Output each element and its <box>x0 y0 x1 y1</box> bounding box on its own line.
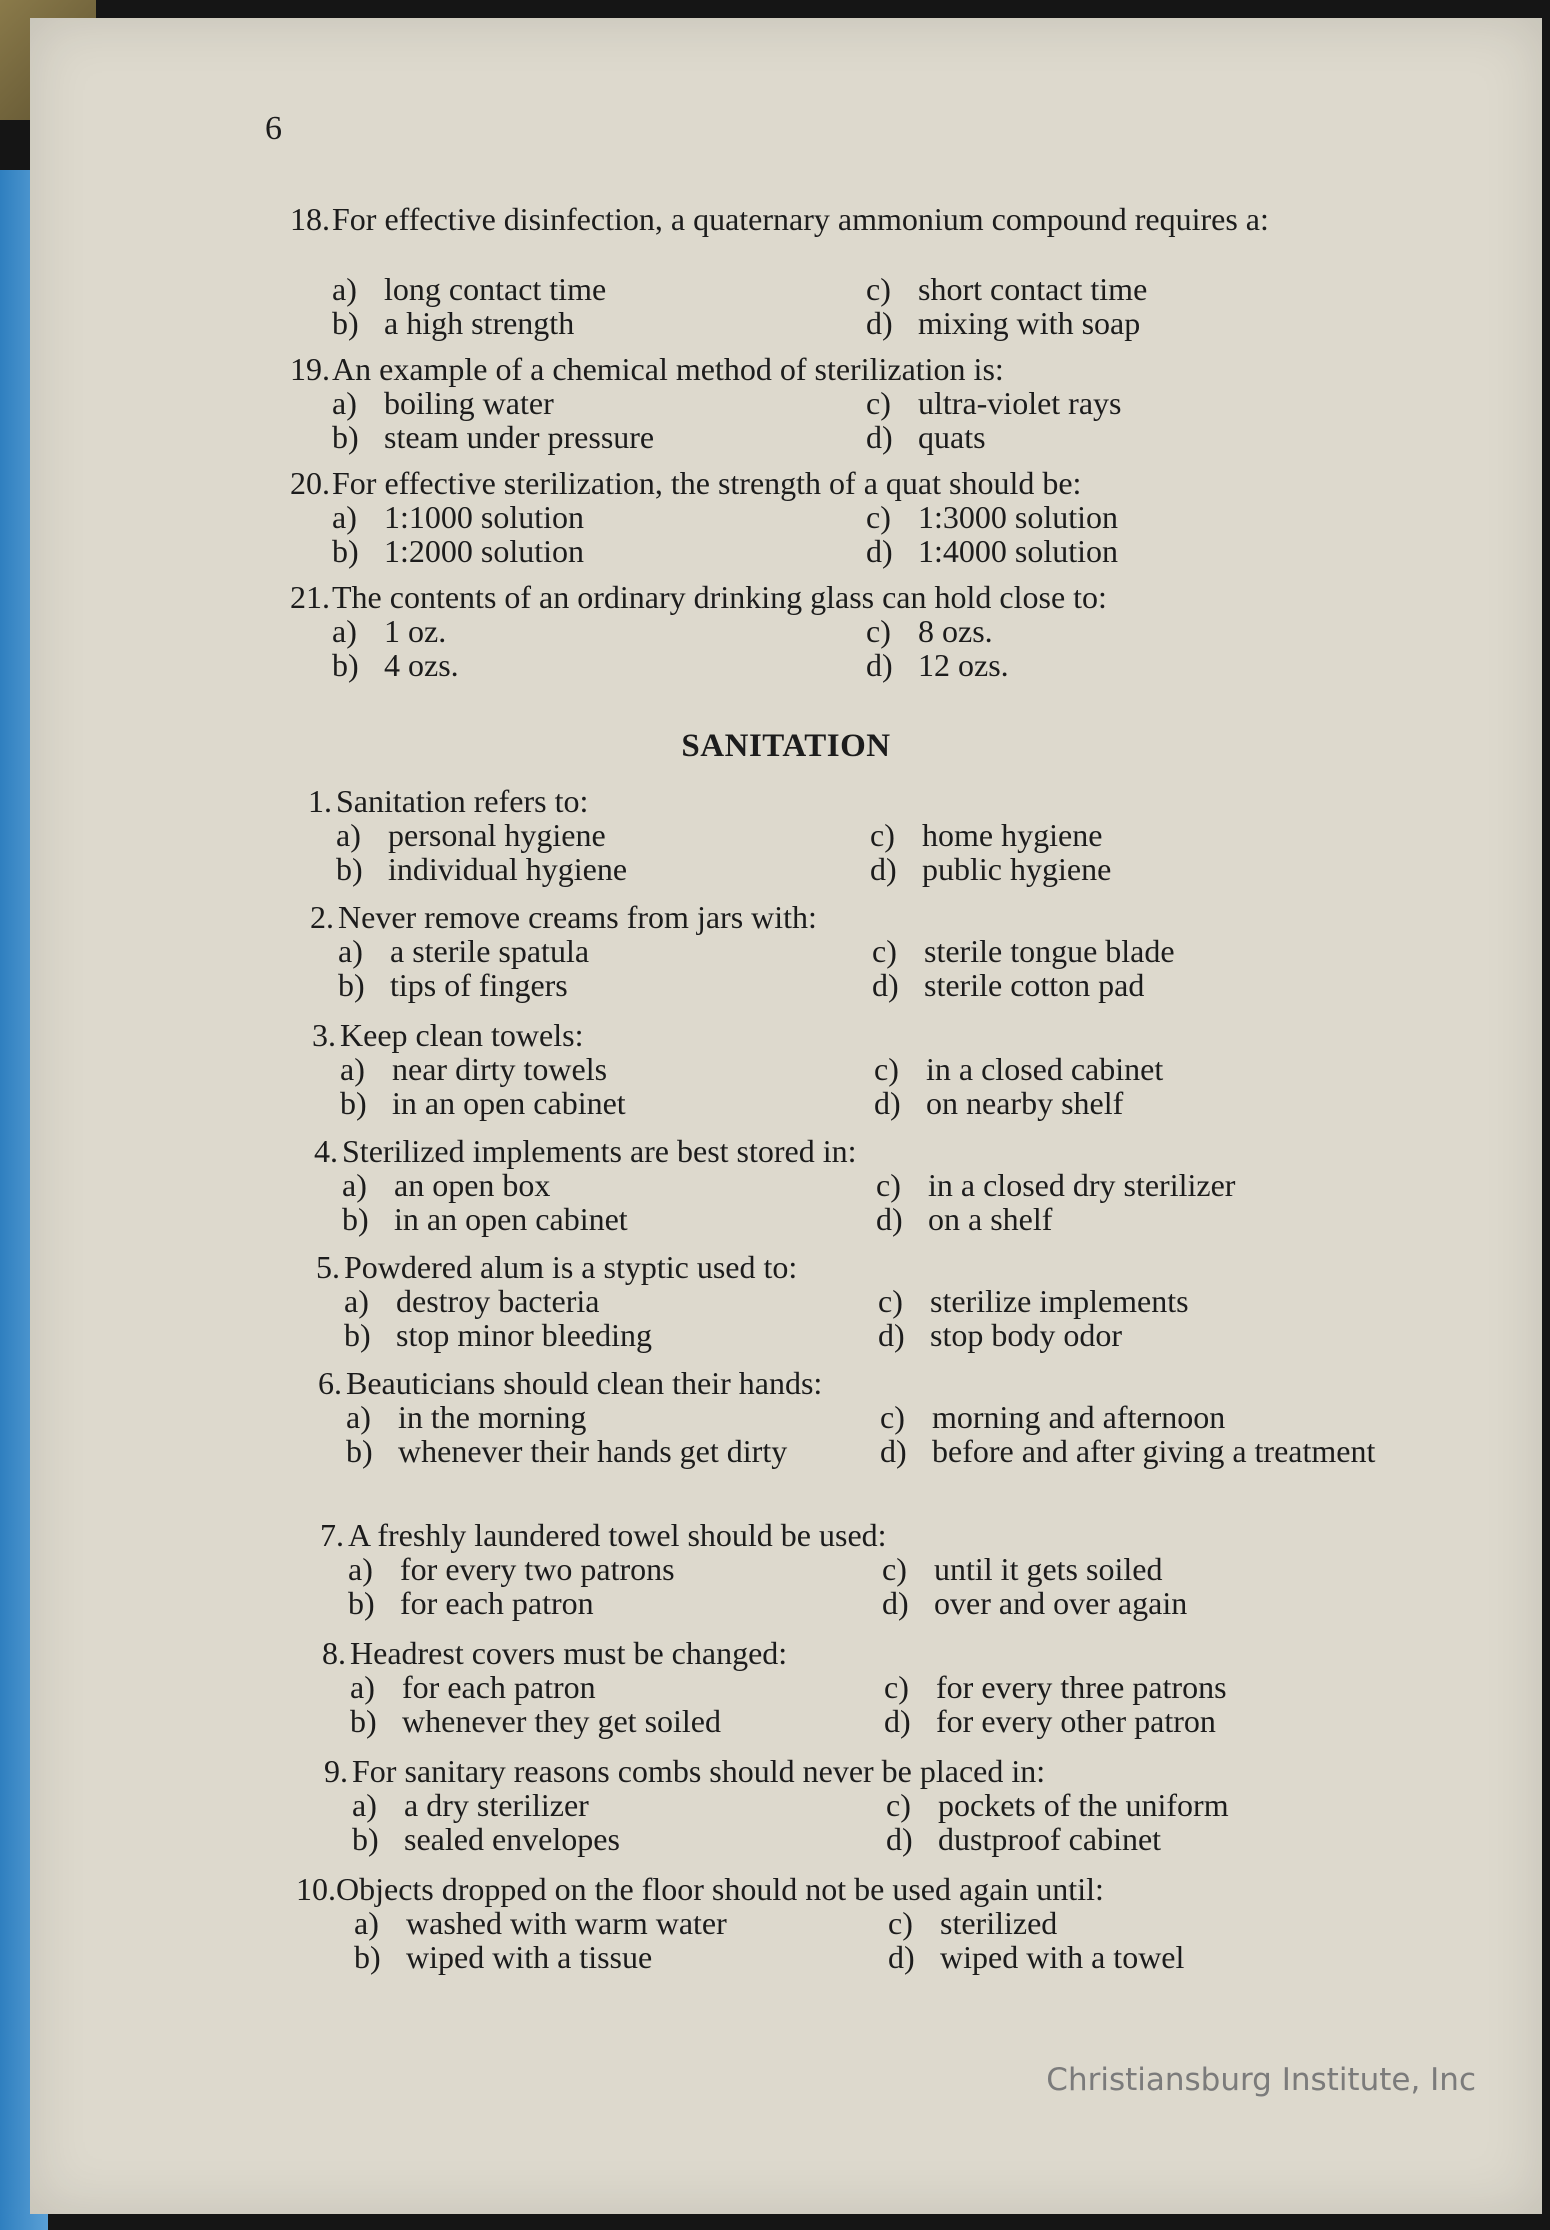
option-d: d) 12 ozs. <box>866 647 1009 683</box>
option-d: d) over and over again <box>882 1585 1188 1621</box>
option-b: b) steam under pressure <box>332 419 655 455</box>
option-a: a) personal hygiene <box>336 817 606 853</box>
question-number: 20. <box>290 465 330 501</box>
question-number: 4. <box>314 1133 338 1169</box>
question-number: 18. <box>290 201 330 237</box>
question-text: For sanitary reasons combs should never be placed in: <box>352 1753 1046 1789</box>
option-c: c) in a closed dry sterilizer <box>876 1167 1236 1203</box>
option-c: c) pockets of the uniform <box>886 1787 1229 1823</box>
option-a: a) 1:1000 solution <box>332 499 585 535</box>
question-text: A freshly laundered towel should be used: <box>348 1517 887 1553</box>
watermark: Christiansburg Institute, Inc <box>1046 2062 1476 2098</box>
option-c: c) in a closed cabinet <box>874 1051 1164 1087</box>
option-d: d) wiped with a towel <box>888 1939 1185 1975</box>
option-a: a) 1 oz. <box>332 613 447 649</box>
page-number: 6 <box>265 110 282 147</box>
question-text: Keep clean towels: <box>340 1017 584 1053</box>
question-number: 19. <box>290 351 330 387</box>
option-b: b) in an open cabinet <box>340 1085 626 1121</box>
option-d: d) before and after giving a treatment <box>880 1433 1376 1469</box>
option-d: d) on nearby shelf <box>874 1085 1124 1121</box>
option-a: a) washed with warm water <box>354 1905 727 1941</box>
option-b: b) individual hygiene <box>336 851 628 887</box>
question-number: 2. <box>310 899 334 935</box>
option-b: b) sealed envelopes <box>352 1821 620 1857</box>
option-a: a) a sterile spatula <box>338 933 590 969</box>
option-c: c) short contact time <box>866 271 1148 307</box>
option-b: b) stop minor bleeding <box>344 1317 652 1353</box>
option-a: a) an open box <box>342 1167 551 1203</box>
option-a: a) a dry sterilizer <box>352 1787 589 1823</box>
option-c: c) for every three patrons <box>884 1669 1227 1705</box>
option-b: b) 4 ozs. <box>332 647 459 683</box>
question-text: Powdered alum is a styptic used to: <box>344 1249 798 1285</box>
option-d: d) stop body odor <box>878 1317 1122 1353</box>
option-c: c) sterile tongue blade <box>872 933 1175 969</box>
option-c: c) 8 ozs. <box>866 613 993 649</box>
option-b: b) tips of fingers <box>338 967 568 1003</box>
option-d: d) quats <box>866 419 986 455</box>
question-number: 6. <box>318 1365 342 1401</box>
option-b: b) whenever their hands get dirty <box>346 1433 788 1469</box>
option-a: a) for each patron <box>350 1669 596 1705</box>
document-page <box>30 18 1542 2214</box>
option-b: b) 1:2000 solution <box>332 533 585 569</box>
question-number: 21. <box>290 579 330 615</box>
option-a: a) long contact time <box>332 271 607 307</box>
question-text: Headrest covers must be changed: <box>350 1635 788 1671</box>
question-text: Never remove creams from jars with: <box>338 899 817 935</box>
option-d: d) for every other patron <box>884 1703 1216 1739</box>
question-number: 5. <box>316 1249 340 1285</box>
option-b: b) for each patron <box>348 1585 594 1621</box>
option-d: d) dustproof cabinet <box>886 1821 1162 1857</box>
option-a: a) for every two patrons <box>348 1551 675 1587</box>
question-number: 8. <box>322 1635 346 1671</box>
option-b: b) in an open cabinet <box>342 1201 628 1237</box>
question-text: Objects dropped on the floor should not be used again until: <box>336 1871 1104 1907</box>
option-c: c) home hygiene <box>870 817 1103 853</box>
option-d: d) sterile cotton pad <box>872 967 1145 1003</box>
question-text: Sterilized implements are best stored in: <box>342 1133 857 1169</box>
option-c: c) morning and afternoon <box>880 1399 1226 1435</box>
question-text: Beauticians should clean their hands: <box>346 1365 823 1401</box>
question-number: 10. <box>296 1871 336 1907</box>
option-a: a) near dirty towels <box>340 1051 608 1087</box>
option-c: c) sterilized <box>888 1905 1058 1941</box>
option-a: a) in the morning <box>346 1399 587 1435</box>
question-text: An example of a chemical method of sterilization is: <box>332 351 1004 387</box>
option-c: c) until it gets soiled <box>882 1551 1163 1587</box>
question-number: 3. <box>312 1017 336 1053</box>
question-number: 9. <box>324 1753 348 1789</box>
option-d: d) 1:4000 solution <box>866 533 1119 569</box>
option-d: d) on a shelf <box>876 1201 1053 1237</box>
option-c: c) sterilize implements <box>878 1283 1189 1319</box>
option-c: c) 1:3000 solution <box>866 499 1119 535</box>
section-heading: SANITATION <box>681 728 891 764</box>
option-c: c) ultra-violet rays <box>866 385 1122 421</box>
option-b: b) a high strength <box>332 305 575 341</box>
question-text: The contents of an ordinary drinking glass can hold close to: <box>332 579 1107 615</box>
option-d: d) mixing with soap <box>866 305 1141 341</box>
option-a: a) destroy bacteria <box>344 1283 600 1319</box>
question-number: 1. <box>308 783 332 819</box>
question-text: For effective disinfection, a quaternary ammonium compound requires a: <box>332 201 1269 237</box>
question-text: Sanitation refers to: <box>336 783 589 819</box>
question-number: 7. <box>320 1517 344 1553</box>
question-text: For effective sterilization, the strength of a quat should be: <box>332 465 1082 501</box>
option-b: b) wiped with a tissue <box>354 1939 653 1975</box>
option-a: a) boiling water <box>332 385 554 421</box>
option-d: d) public hygiene <box>870 851 1112 887</box>
option-b: b) whenever they get soiled <box>350 1703 721 1739</box>
